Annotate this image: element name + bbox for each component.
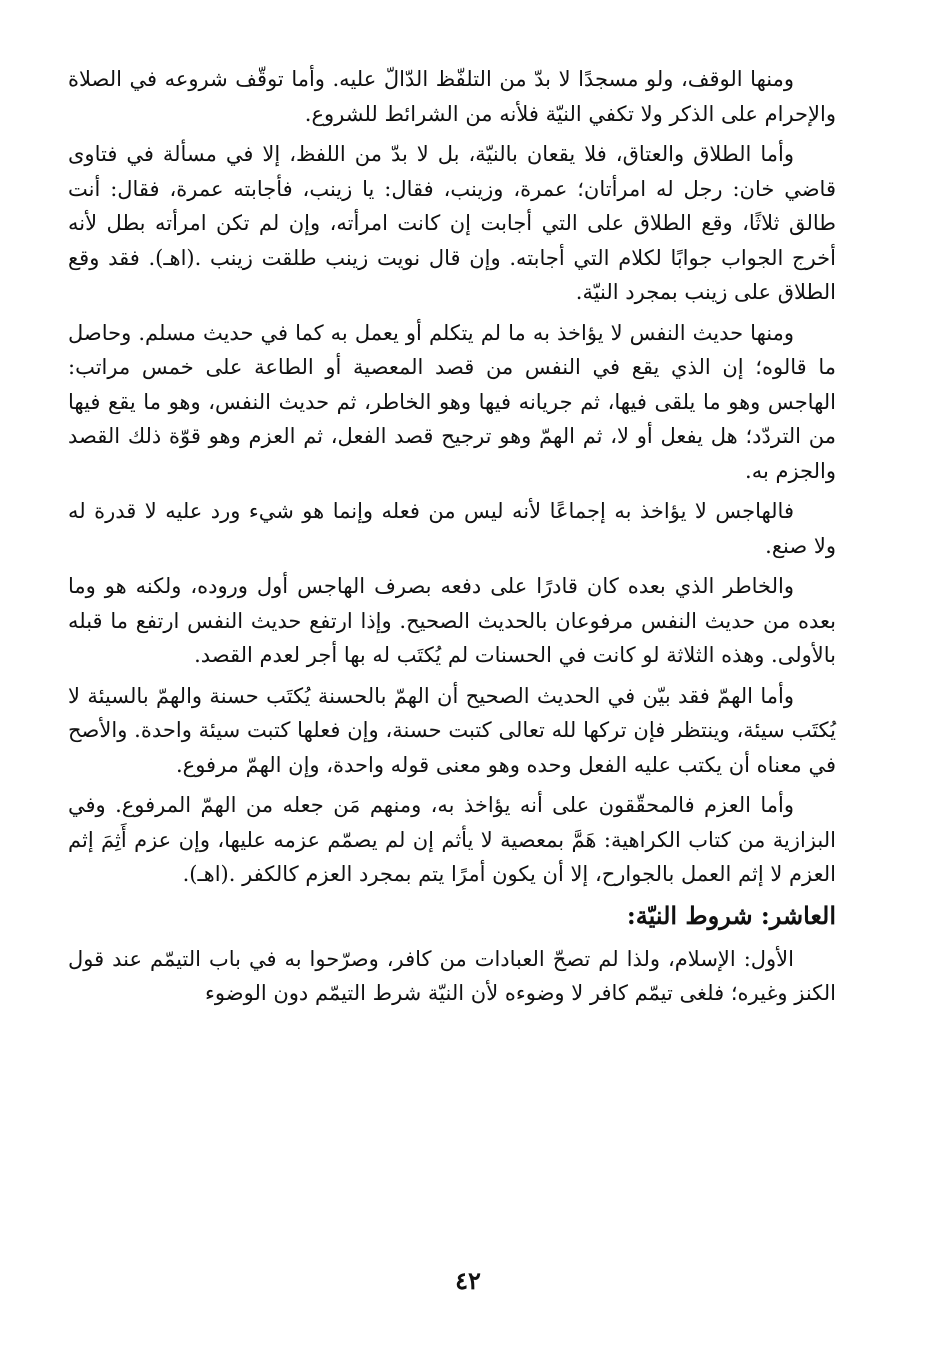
paragraph-waqf: ومنها الوقف، ولو مسجدًا لا بدّ من التلفّظ الدّالّ عليه. وأما توقّف شروعه في الصلاة والإحرام على الذكر ولا تكفي النيّة فلأنه من الشرائط للشروع. (68, 67, 836, 126)
paragraph-talaq: وأما الطلاق والعتاق، فلا يقعان بالنيّة، بل لا بدّ من اللفظ، إلا في مسألة في فتاوى قاضي خان: رجل له امرأتان؛ عمرة، وزينب، فقال: يا زينب، فأجابته عمرة، فقال: أنت طالق ثلاثًا، وقع الطلاق على التي أجابت إن كانت امرأته، وإن لم تكن امرأته بطل لأنه أخرج الجواب جوابًا لكلام التي أجابته. وإن قال نويت زينب طلقت زينب .(اهـ). فقد وقع الطلاق على زينب بمجرد النيّة. (68, 142, 836, 304)
paragraph-hamm: وأما الهمّ فقد بيّن في الحديث الصحيح أن الهمّ بالحسنة يُكتَب حسنة والهمّ بالسيئة لا يُكتَب سيئة، وينتظر فإن تركها لله تعالى كتبت حسنة، وإن فعلها كتبت سيئة واحدة. والأصح في معناه أن يكتب عليه الفعل وحده وهو معنى قوله واحدة، وإن الهمّ مرفوع. (68, 683, 836, 777)
section-heading: العاشر: شروط النيّة: (626, 900, 836, 930)
paragraph-hadith-nafs: ومنها حديث النفس لا يؤاخذ به ما لم يتكلم أو يعمل به كما في حديث مسلم. وحاصل ما قالوه؛ إن الذي يقع في النفس من قصد المعصية أو الطاعة على خمس مراتب: الهاجس وهو ما يلقى فيها، ثم جريانه فيها وهو الخاطر، ثم حديث النفس، وهو ما يقع فيها من التردّد؛ هل يفعل أو لا، ثم الهمّ وهو ترجيح قصد الفعل، ثم العزم وهو قوّة ذلك القصد والجزم به. (68, 320, 836, 483)
paragraph-khatir: والخاطر الذي بعده كان قادرًا على دفعه بصرف الهاجس أول وروده، ولكنه هو وما بعده من حديث النفس مرفوعان بالحديث الصحيح. وإذا ارتفع حديث النفس ارتفع ما قبله بالأولى. وهذه الثلاثة لو كانت في الحسنات لم يُكتَب له بها أجر لعدم القصد. (68, 574, 836, 667)
paragraph-azm: وأما العزم فالمحقّقون على أنه يؤاخذ به، ومنهم مَن جعله من الهمّ المرفوع. وفي البزازية من كتاب الكراهية: هَمَّ بمعصية لا يأثم إن لم يصمّم عزمه عليها، وإن عزم أَثِمَ إثم العزم لا إثم العمل بالجوارح، إلا أن يكون أمرًا يتم بمجرد العزم كالكفر .(اهـ). (68, 793, 836, 886)
paragraph-islam: الأول: الإسلام، ولذا لم تصحّ العبادات من كافر، وصرّحوا به في باب التيمّم عند قول الكنز وغيره؛ فلغى تيمّم كافر لا وضوءه لأن النيّة شرط التيمّم دون الوضوء (68, 946, 836, 1005)
page-body (68, 62, 836, 1017)
page-number: ٤٢ (455, 1266, 481, 1295)
paragraph-hajis: فالهاجس لا يؤاخذ به إجماعًا لأنه ليس من فعله وإنما هو شيء ورد عليه لا قدرة له ولا صنع. (68, 499, 836, 558)
